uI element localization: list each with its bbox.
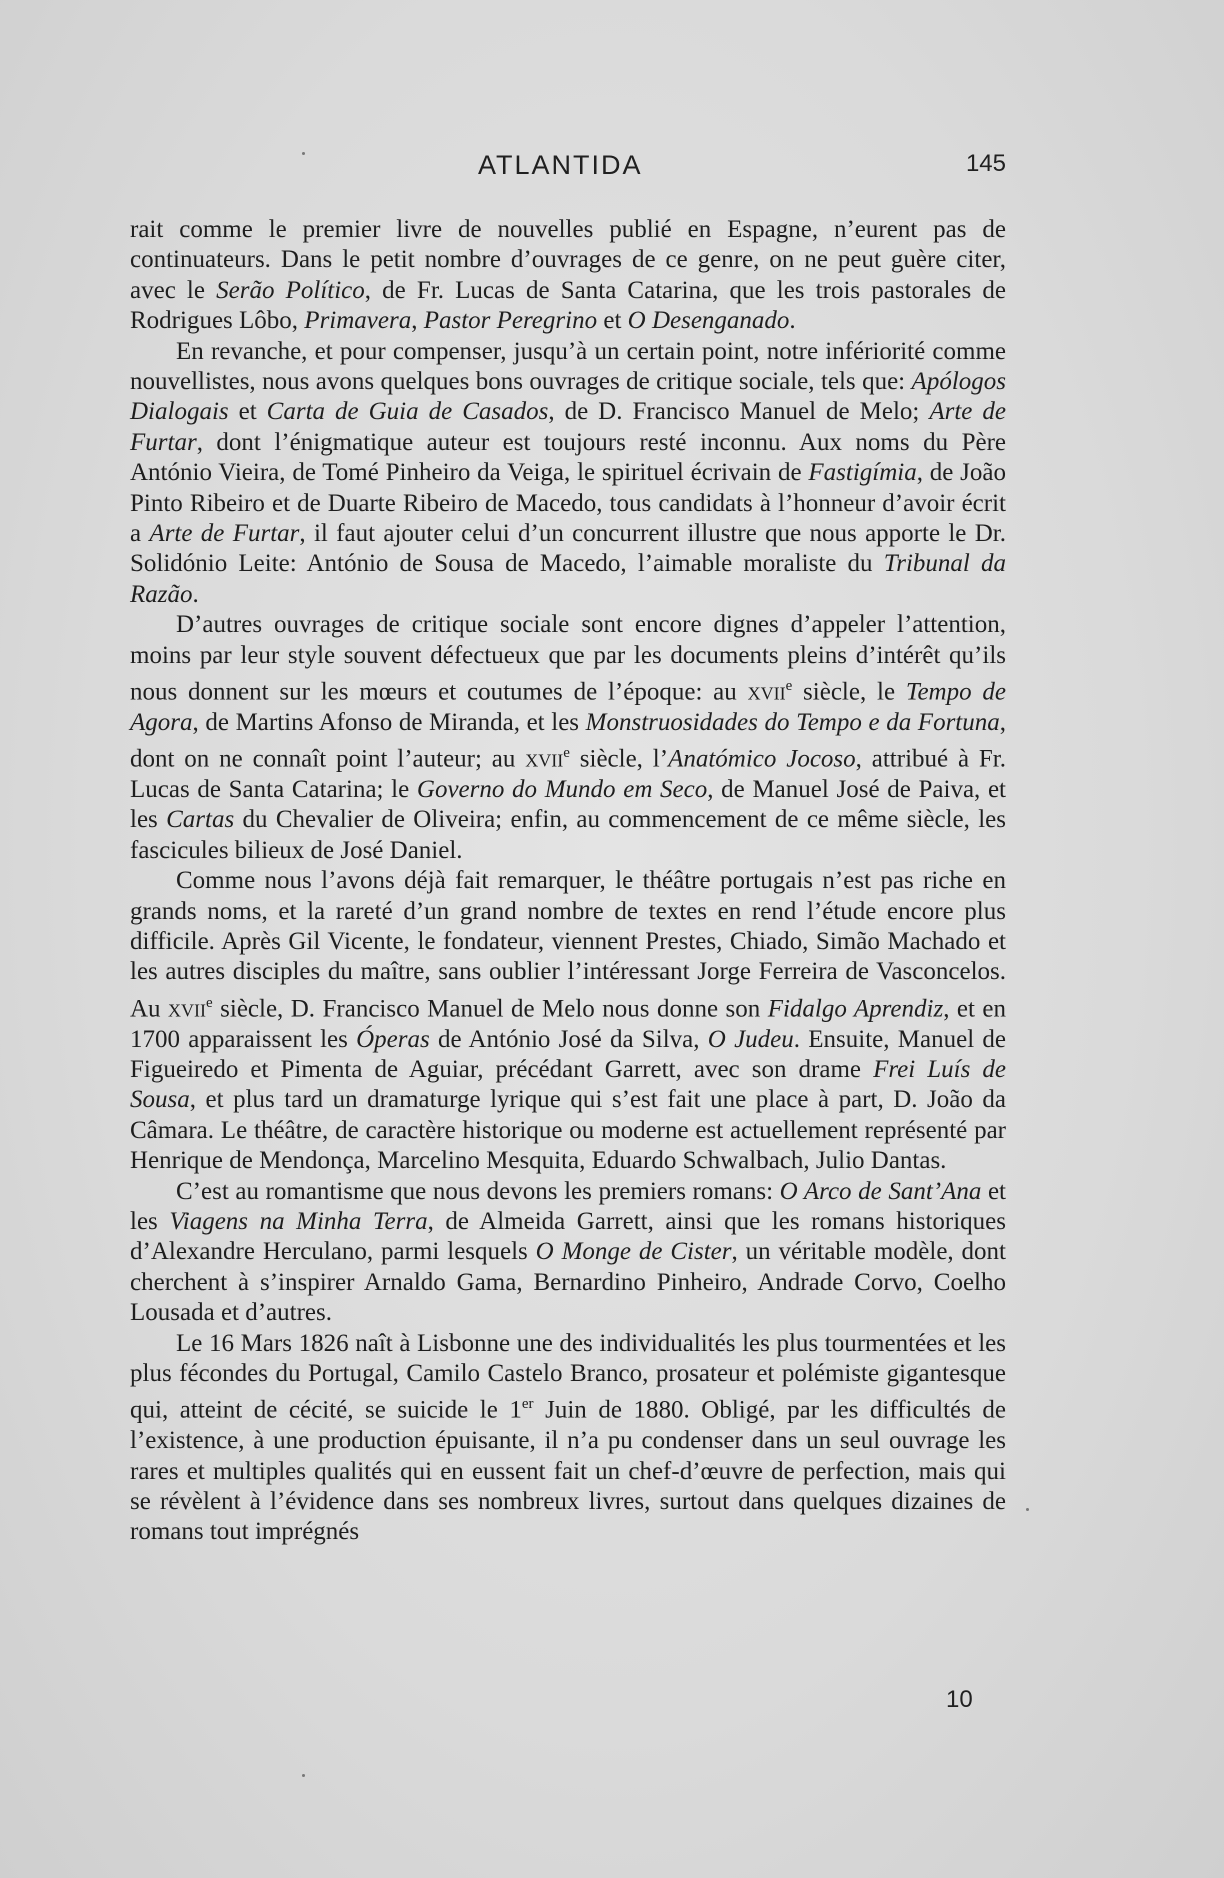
italic-title: Primavera <box>304 307 412 335</box>
italic-title: O Judeu <box>707 1025 794 1053</box>
text-run: , dont on ne connaît point l’auteur; au <box>130 708 1007 773</box>
italic-title: Monstruosidades do Tempo e da Fortuna <box>585 708 1000 736</box>
superscript: e <box>206 994 213 1011</box>
century-numeral: xvii <box>525 745 564 773</box>
italic-title: Cartas <box>166 806 235 834</box>
text-run: siècle, l’ <box>569 745 669 773</box>
text-run: siècle, D. Francisco Manuel de Melo nous donne son <box>212 995 768 1023</box>
century-numeral: xvii <box>168 995 207 1023</box>
text-run: , de Manuel José de Paiva, et les <box>130 775 1007 834</box>
page-number: 145 <box>965 150 1006 177</box>
text-run: du Chevalier de Oliveira; enfin, au commencement de ce même siècle, les fascicules bilieux de José Daniel. <box>130 806 1006 864</box>
page-header <box>130 150 1006 190</box>
century-numeral: xvii <box>747 678 786 706</box>
italic-title: Fastigímia <box>808 459 917 487</box>
paragraph <box>130 1177 1006 1329</box>
paper-speck <box>1026 1508 1029 1511</box>
text-run: de António José da Silva, <box>429 1025 708 1053</box>
italic-title: Carta de Guia de Casados <box>266 398 549 426</box>
text-run: , un véritable modèle, dont cherchent à s’inspirer Arnaldo Gama, Bernardino Pinheiro, Andrade Corvo, Coelho Lousada et d’autres. <box>130 1238 1006 1327</box>
text-run: rait comme le premier livre de nouvelles publié en Espagne, n’eurent pas de continuateurs. Dans le petit nombre d’ouvrages de ce genre, on ne peut guère citer, avec le <box>130 216 1006 304</box>
text-run: et <box>228 398 267 426</box>
text-run: , et plus tard un dramaturge lyrique qui s’est fait une place à part, D. João da Câmara. Le théâtre, de caractère historique ou moderne est actuellement représenté par Henrique de Mendonça, Marcelino Mesquita, Eduardo Schwalbach, Julio Dantas. <box>130 1086 1006 1175</box>
text-run: , de Fr. Lucas de Santa Catarina, que les trois pastorales de Rodrigues Lôbo, <box>130 276 1006 335</box>
text-run: Juin de 1880. Obligé, par les difficultés de l’existence, à une production épuisante, il n’a pu condenser dans un seul ouvrage les rares et multiples qualités qui en eussent fait un chef-d’œuvre de perfection, mais qui se révèlent à l’évidence dans ses nombreux livres, surtout dans quelques dizaines de romans tout imprégnés <box>130 1396 1006 1546</box>
text-run: Le 16 Mars 1826 naît à Lisbonne une des individualités les plus tourmentées et les plus fécondes du Portugal, Camilo Castelo Branco, prosateur et polémiste gigantesque qui, atteint de cécité, se suicide le 1 <box>130 1329 1006 1424</box>
text-run: D’autres ouvrages de critique sociale sont encore dignes d’appeler l’attention, moins par leur style souvent défectueux que par les documents pleins d’intérêt qu’ils nous donnent sur les mœurs et coutumes de l’époque: au <box>130 611 1006 706</box>
text-run: , dont l’énigmatique auteur est toujours resté inconnu. Aux noms du Père António Vieira, de Tomé Pinheiro da Veiga, le spirituel écrivain de <box>130 428 1006 487</box>
paragraph <box>130 610 1006 866</box>
paragraph <box>130 215 1006 337</box>
text-run: siècle, le <box>792 678 906 706</box>
italic-title: Arte de Furtar <box>149 520 300 548</box>
paragraph <box>130 866 1006 1176</box>
text-run: , de Almeida Garrett, ainsi que les romans historiques d’Alexandre Herculano, parmi lesquels <box>130 1207 1006 1266</box>
italic-title: Óperas <box>356 1025 430 1053</box>
text-run: et <box>597 307 628 335</box>
text-run: , attribué à Fr. Lucas de Santa Catarina; le <box>130 745 1007 803</box>
italic-title: O Desenganado <box>627 307 790 335</box>
text-run: , de D. Francisco Manuel de Melo; <box>548 398 930 426</box>
text-run: Comme nous l’avons déjà fait remarquer, le théâtre portugais n’est pas riche en grands noms, et la rareté d’un grand nombre de textes en rend l’étude encore plus difficile. Après Gil Vicente, le fondateur, viennent Prestes, Chiado, Simão Machado et les autres disciples du maître, sans oublier l’intéressant Jorge Ferreira de Vasconcelos. Au <box>130 867 1006 1023</box>
paragraph <box>130 337 1006 611</box>
text-run: C’est au romantisme que nous devons les premiers romans: <box>176 1177 780 1205</box>
italic-title: Fidalgo Aprendiz <box>767 995 944 1023</box>
italic-title: O Monge de Cister <box>535 1238 732 1266</box>
paper-speck <box>302 1774 305 1777</box>
body-text <box>130 215 1006 1548</box>
text-run: , <box>411 307 424 335</box>
signature-mark: 10 <box>946 1686 973 1713</box>
running-title: ATLANTIDA <box>478 150 643 180</box>
superscript: e <box>563 745 570 762</box>
italic-title: Serão Político <box>216 276 365 304</box>
paragraph <box>130 1329 1006 1548</box>
text-run: , il faut ajouter celui d’un concurrent illustre que nous apporte le Dr. Solidónio Leite: António de Sousa de Macedo, l’aimable moraliste du <box>130 520 1006 578</box>
superscript: e <box>785 678 793 695</box>
italic-title: Tribunal da Razão <box>130 550 1006 608</box>
italic-title: Anatómico Jocoso <box>668 745 856 773</box>
text-run: , de João Pinto Ribeiro et de Duarte Ribeiro de Macedo, tous candidats à l’honneur d’avoir écrit a <box>130 459 1006 548</box>
superscript: er <box>521 1396 534 1413</box>
text-run: , de Martins Afonso de Miranda, et les <box>192 708 586 736</box>
italic-title: Arte de Furtar <box>130 398 1006 456</box>
italic-title: Frei Luís de Sousa <box>130 1055 1006 1114</box>
paper-speck <box>302 152 305 155</box>
italic-title: Viagens na Minha Terra <box>169 1207 428 1235</box>
italic-title: Apólogos Dialogais <box>130 368 1006 426</box>
italic-title: Pastor Peregrino <box>423 307 598 335</box>
text-run: . <box>192 580 199 608</box>
italic-title: Governo do Mundo em Seco <box>416 775 708 803</box>
text-run: , et en 1700 apparaissent les <box>130 995 1006 1053</box>
italic-title: Tempo de Agora <box>130 678 1006 736</box>
italic-title: O Arco de Sant’Ana <box>779 1177 982 1205</box>
text-run: En revanche, et pour compenser, jusqu’à un certain point, notre infériorité comme nouvellistes, nous avons quelques bons ouvrages de critique sociale, tels que: <box>130 337 1006 396</box>
text-run: et les <box>130 1177 1006 1235</box>
text-run: . <box>789 307 796 335</box>
text-run: . Ensuite, Manuel de Figueiredo et Pimenta de Aguiar, précédant Garrett, avec son drame <box>130 1025 1006 1083</box>
